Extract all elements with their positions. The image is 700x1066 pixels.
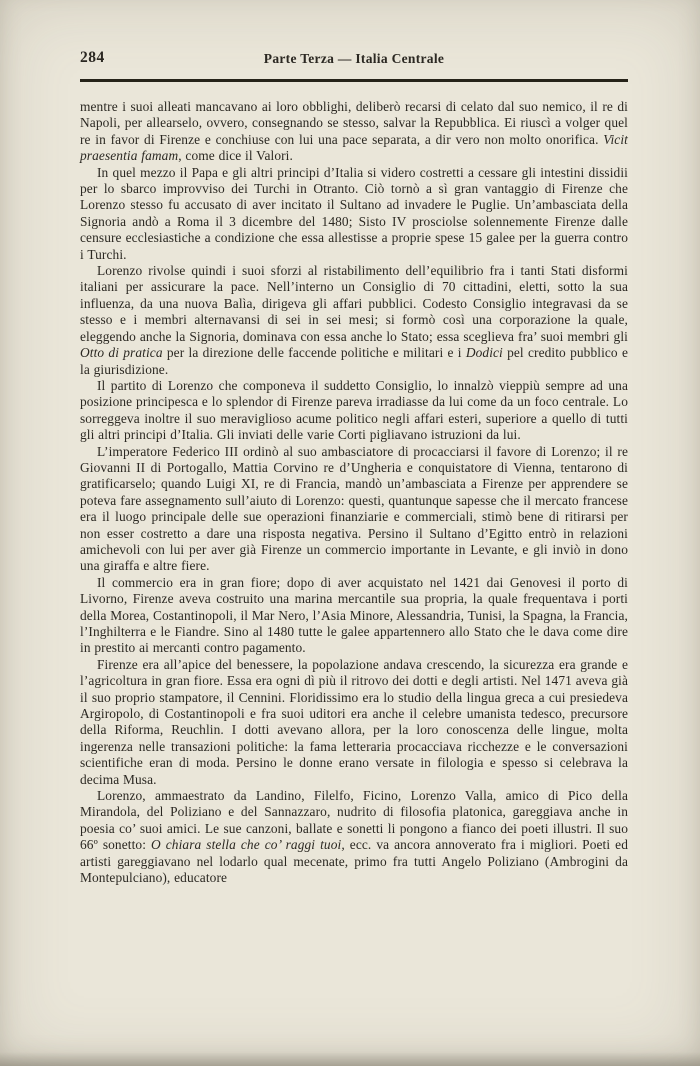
paragraph — [80, 788, 628, 886]
italic-text-run: Vicit praesentia famam — [80, 131, 628, 164]
paragraph — [80, 263, 628, 378]
text-run: ecc. va ancora annoverato fra i migliori. Poeti ed artisti gareggiavano nel lodarlo qual mecenate, primo fra tutti Angelo Poliziano (Ambrogini da Montepulciano), educatore — [80, 837, 629, 886]
paragraph — [80, 575, 628, 657]
page-header — [80, 48, 628, 68]
paragraph — [80, 378, 628, 444]
text-run: Lorenzo, ammaestrato da Landino, Filelfo, Ficino, Lorenzo Valla, amico di Pico della Mirandola, del Poliziano e del Sannazzaro, nudrito di filosofia platonica, gareggiava anche in poesia co’ suoi amici. Le sue canzoni, ballate e sonetti li pongono a fianco dei poeti illustri. Il suo 66º sonetto: — [80, 788, 628, 853]
text-run: , come dice il Valori. — [178, 148, 293, 164]
text-run: Lorenzo rivolse quindi i suoi sforzi al ristabilimento dell’equilibrio fra i tanti Stati disformi italiani per assicurare la pace. Nell’interno un Consiglio di 70 cittadini, eletti, sotto la sua influenza, da una nuova Balìa, dirigeva gli affari pubblici. Codesto Consiglio integravasi da se stesso e i membri alternavansi di sei in sei mesi; si formò così una corporazione la quale, eleggendo anche la Signoria, dominava con essa anche lo Stato; essa sceglieva fra’ suoi membri gli — [80, 263, 628, 344]
italic-text-run: O chiara stella che co’ raggi tuoi, — [151, 837, 345, 853]
paragraph — [80, 99, 628, 165]
text-run: In quel mezzo il Papa e gli altri principi d’Italia si videro costretti a cessare gli intestini dissidii per lo sbarco improvviso dei Turchi in Otranto. Ciò tornò a sì gran vantaggio di Firenze che Lorenzo stesso fu accusato di aver incitato il Sultano ad invadere le Puglie. Un’ambasciata della Signoria andò a Roma il 3 dicembre del 1480; Sisto IV prosciolse solennemente Firenze dalle censure ecclesiastiche a condizione che essa allestisse a proprie spese 15 galee per la guerra contro i Turchi. — [80, 164, 628, 262]
text-run: pel credito pubblico e la giurisdizione. — [80, 345, 628, 377]
page-number: 284 — [80, 49, 105, 66]
header-rule — [80, 79, 628, 82]
text-run: mentre i suoi alleati mancavano ai loro obblighi, deliberò recarsi di celato dal suo nemico, il re di Napoli, per allearselo, ovvero, consegnando se stesso, salvar la Repubblica. Ei riuscì a volger quel re in favor di Firenze e conchiuse con lui una pace separata, a dir vero non molto onorifica. — [80, 99, 628, 147]
text-body — [80, 99, 628, 887]
text-run: per la direzione delle faccende politiche e militari e i — [162, 345, 466, 361]
text-run: Il commercio era in gran fiore; dopo di aver acquistato nel 1421 dai Genovesi il porto di Livorno, Firenze aveva costruito una marina mercantile sua propria, la quale frequentava i porti della Morea, Costantinopoli, il Mar Nero, l’Asia Minore, Alessandria, Tunisi, la Spagna, la Francia, l’Inghilterra e le Fiandre. Sino al 1480 tutte le galee appartennero allo Stato che le dava come dire in prestito ai mercanti contro pagamento. — [80, 574, 628, 656]
paragraph — [80, 444, 628, 575]
running-title: Parte Terza — Italia Centrale — [263, 51, 445, 66]
text-run: Firenze era all’apice del benessere, la popolazione andava crescendo, la sicurezza era grande e l’agricoltura in gran fiore. Essa era ogni dì più il ritrovo dei dotti e degli artisti. Nel 1471 aveva già il suo proprio stampatore, il Cennini. Floridissimo era lo studio della lingua greca a cui presiedeva Argiropolo, di Costantinopoli e fra suoi uditori era anche il celebre umanista tedesco, precursore della Riforma, Reuchlin. I dotti avevano allora, per la loro conoscenza delle lingue, molta ingerenza nelle transazioni politiche: la fama letteraria procacciava ricchezze e le conversazioni scientifiche eran di moda. Persino le donne erano versate in filologia e spesso si celebrava la decima Musa. — [80, 656, 628, 787]
text-run: Il partito di Lorenzo che componeva il suddetto Consiglio, lo innalzò vieppiù sempre ad una posizione principesca e lo splendor di Firenze pareva irradiasse da lui come da un foco centrale. Lo sorreggeva inoltre il suo meraviglioso acume politico negli affari esteri, superiore a quello di tutti gli altri principi d’Italia. Gli inviati delle varie Corti pigliavano istruzioni da lui. — [80, 377, 628, 443]
italic-text-run: Dodici — [465, 345, 503, 361]
italic-text-run: Otto di pratica — [80, 345, 163, 361]
paragraph — [80, 165, 628, 263]
paragraph — [80, 657, 628, 788]
text-run: L’imperatore Federico III ordinò al suo ambasciatore di procacciarsi il favore di Lorenzo; il re Giovanni II di Portogallo, Mattia Corvino re d’Ungheria e conquistatore di Vienna, tentarono di gratificarselo; quando Luigi XI, re di Francia, mandò un’ambasciata a Firenze per apprendere se poteva fare assegnamento sull’aiuto di Lorenzo: questi, quantunque sapesse che il mercato francese era il luogo principale delle sue operazioni finanziarie e commerciali, stimò bene di ritirarsi per non esser costretto a dare una risposta negativa. Persino il Sultano d’Egitto entrò in relazioni amichevoli con lui per aver già Firenze un commercio importante in Levante, e gli inviò in dono una giraffa e altre fiere. — [80, 443, 628, 574]
